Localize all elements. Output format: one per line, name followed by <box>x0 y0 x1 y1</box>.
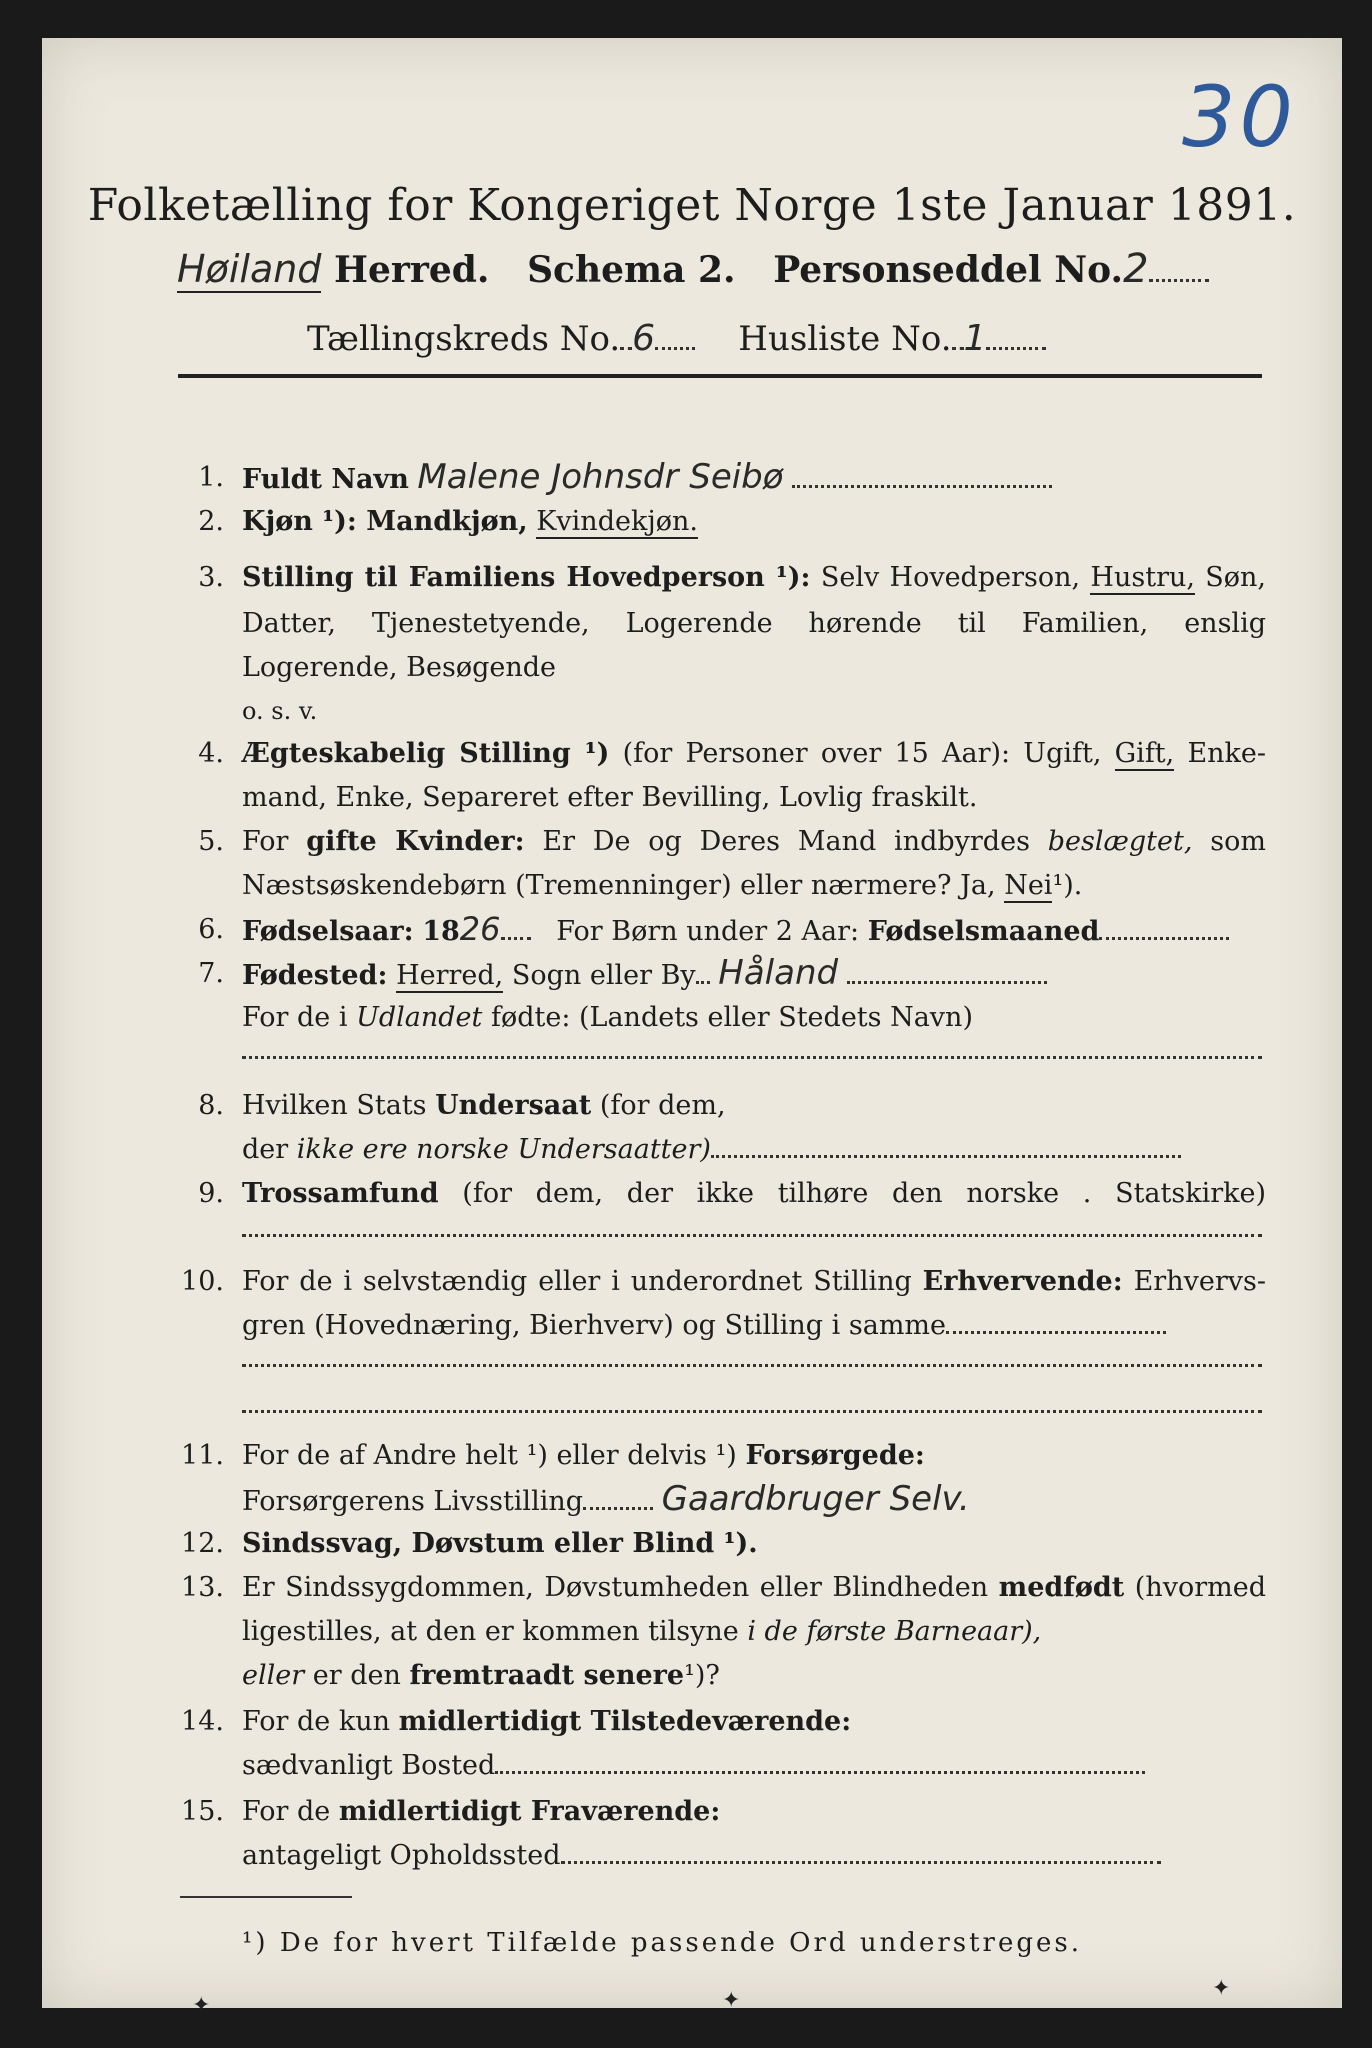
dotted-fill <box>495 1763 1145 1774</box>
option-text: eller <box>242 1660 305 1691</box>
page-number: 30 <box>1182 68 1297 166</box>
option-text: For de af Andre helt ¹) eller delvis ¹) <box>242 1440 737 1471</box>
answer-dotted-line <box>242 1234 1262 1237</box>
dotted-fill <box>952 337 964 350</box>
dotted-fill <box>620 337 632 350</box>
option-text: Næstsøskendebørn (Tremenninger) eller nærmere? Ja, <box>242 870 996 901</box>
item-number: 2. <box>198 506 224 537</box>
header-line-herred <box>177 246 1277 292</box>
option-text: Sogn eller By <box>511 960 696 991</box>
husliste-number: 1 <box>963 318 987 359</box>
option-text: ikke ere norske Undersaatter) <box>296 1134 711 1165</box>
option-text: ¹)? <box>684 1660 720 1691</box>
item-number: 1. <box>198 462 224 493</box>
option-text: Er Sindssygdommen, Døvstumheden eller Blindheden <box>242 1572 989 1603</box>
answer-birthplace: Håland <box>718 953 839 993</box>
footnote: ¹) De for hvert Tilfælde passende Ord understreges. <box>242 1928 1083 1958</box>
kreds-number: 6 <box>632 318 656 359</box>
dotted-fill <box>1149 268 1209 282</box>
option-text: Fødselsmaaned <box>867 916 1100 947</box>
ink-mark: ✦ <box>1212 1976 1231 2001</box>
question-label: Fødested: <box>242 960 388 991</box>
dotted-fill <box>847 973 1047 984</box>
question-label: Erhvervende: <box>922 1266 1123 1297</box>
item-number: 15. <box>181 1796 224 1827</box>
question-label: gifte Kvinder: <box>306 826 525 857</box>
dotted-fill <box>583 1499 653 1510</box>
item-number: 6. <box>198 914 224 945</box>
item-number: 3. <box>198 562 224 593</box>
form-title: Folketælling for Kongeriget Norge 1ste Januar 1891. <box>87 180 1297 231</box>
dotted-fill <box>561 1853 1161 1864</box>
personseddel-label: Personseddel No. <box>773 249 1124 291</box>
option-text: Søn, <box>1205 562 1267 593</box>
option-text: Selv Hovedperson, <box>820 562 1081 593</box>
option-text: som <box>1210 826 1266 857</box>
option-text: For <box>242 826 289 857</box>
question-label: midlertidigt Tilstedeværende: <box>398 1706 852 1737</box>
answer-underlined-option: Kvindekjøn. <box>536 506 698 537</box>
option-text: Logerende, Besøgende <box>242 652 556 683</box>
option-text: (for Personer over 15 Aar): Ugift, <box>622 738 1102 769</box>
option-text: For de i <box>242 1002 348 1033</box>
question-label: Undersaat <box>435 1090 592 1121</box>
option-text: gren (Hovednæring, Bierhverv) og Stilling i samme <box>242 1310 947 1341</box>
question-label: Sindssvag, Døvstum eller Blind ¹). <box>242 1528 758 1559</box>
answer-underlined-option: Hustru, <box>1090 562 1195 593</box>
answer-dotted-line <box>242 1056 1262 1059</box>
header-line-kreds <box>307 318 1207 359</box>
item-number: 14. <box>181 1706 224 1737</box>
dotted-fill <box>792 477 1052 488</box>
question-label: Forsørgede: <box>745 1440 925 1471</box>
answer-dotted-line <box>242 1410 1262 1413</box>
answer-full-name: Malene Johnsdr Seibø <box>417 457 784 497</box>
question-label: Ægteskabelig Stilling ¹) <box>242 738 610 769</box>
personseddel-number: 2 <box>1123 246 1149 292</box>
question-label: Fødselsaar: <box>242 916 414 947</box>
header-rule <box>178 374 1262 378</box>
answer-dotted-line <box>242 1364 1262 1367</box>
option-text: (hvormed <box>1134 1572 1266 1603</box>
option-text: For de <box>242 1796 331 1827</box>
schema-label: Schema 2. <box>527 249 736 291</box>
question-label: Fuldt Navn <box>242 464 409 495</box>
dotted-fill <box>655 337 695 350</box>
item-number: 11. <box>181 1440 224 1471</box>
answer-underlined-option: Gift, <box>1114 738 1175 769</box>
dotted-fill <box>946 1323 1166 1334</box>
option-text: Er De og Deres Mand indbyrdes <box>542 826 1030 857</box>
item-number: 12. <box>181 1528 224 1559</box>
option-text: For de kun <box>242 1706 390 1737</box>
herred-label: Herred. <box>333 249 490 291</box>
option-text: Enke- <box>1187 738 1266 769</box>
answer-birth-year: 26 <box>459 910 501 948</box>
option-text: mand, Enke, Separeret efter Bevilling, Lovlig fraskilt. <box>242 782 978 813</box>
ink-mark: ✦ <box>722 1988 741 2013</box>
option-text: beslægtet, <box>1047 826 1193 857</box>
option-text: Datter, Tjenestetyende, Logerende hørende til Familien, enslig <box>242 608 1266 639</box>
option-text: For Børn under 2 Aar: <box>556 916 860 947</box>
answer-underlined-option: Herred, <box>396 960 504 991</box>
option-text: sædvanligt Bosted <box>242 1750 496 1781</box>
option-text: For de i selvstændig eller i underordnet Stilling <box>242 1266 912 1297</box>
question-label: Stilling til Familiens Hovedperson ¹): <box>242 562 811 593</box>
dotted-fill <box>696 973 710 984</box>
question-label: Trossamfund <box>242 1178 439 1209</box>
census-form-page <box>42 38 1342 2018</box>
husliste-label: Husliste No. <box>738 319 952 359</box>
herred-name: Høiland <box>177 247 322 291</box>
item-number: 10. <box>181 1266 224 1297</box>
option-text: der <box>242 1134 289 1165</box>
footnote-rule <box>180 1896 352 1898</box>
question-label: Kjøn ¹): Mandkjøn, <box>242 506 528 537</box>
item-number: 7. <box>198 958 224 989</box>
dotted-fill <box>711 1147 1181 1158</box>
option-text: Hvilken Stats <box>242 1090 427 1121</box>
option-text: Udlandet <box>356 1002 483 1033</box>
option-text: o. s. v. <box>242 697 318 725</box>
option-text: (for dem, <box>599 1090 726 1121</box>
item-number: 5. <box>198 826 224 857</box>
item-number: 4. <box>198 738 224 769</box>
option-text: antageligt Opholdssted <box>242 1840 561 1871</box>
option-text: ¹). <box>1052 870 1083 901</box>
dotted-fill <box>986 337 1046 350</box>
dotted-fill <box>501 929 531 940</box>
option-text: er den <box>312 1660 401 1691</box>
question-label: medfødt <box>998 1572 1125 1603</box>
option-text: fremtraadt senere <box>409 1660 685 1691</box>
ink-mark: ✦ <box>192 1993 211 2018</box>
option-text: i de første Barneaar), <box>747 1616 1042 1647</box>
option-text: Erhvervs- <box>1133 1266 1266 1297</box>
option-text: fødte: (Landets eller Stedets Navn) <box>490 1002 973 1033</box>
answer-underlined-option: Nei <box>1004 870 1053 901</box>
option-text: Forsørgerens Livsstilling <box>242 1486 584 1517</box>
item-number: 13. <box>181 1572 224 1603</box>
question-label: midlertidigt Fraværende: <box>338 1796 721 1827</box>
dotted-fill <box>1099 929 1229 940</box>
option-text: 18 <box>422 916 460 947</box>
item-number: 8. <box>198 1090 224 1121</box>
answer-provider-occupation: Gaardbruger Selv. <box>661 1479 970 1519</box>
kreds-label: Tællingskreds No. <box>307 319 621 359</box>
option-text: (for dem, der ikke tilhøre den norske . Statskirke) <box>462 1178 1267 1209</box>
item-number: 9. <box>198 1178 224 1209</box>
option-text: ligestilles, at den er kommen tilsyne <box>242 1616 739 1647</box>
